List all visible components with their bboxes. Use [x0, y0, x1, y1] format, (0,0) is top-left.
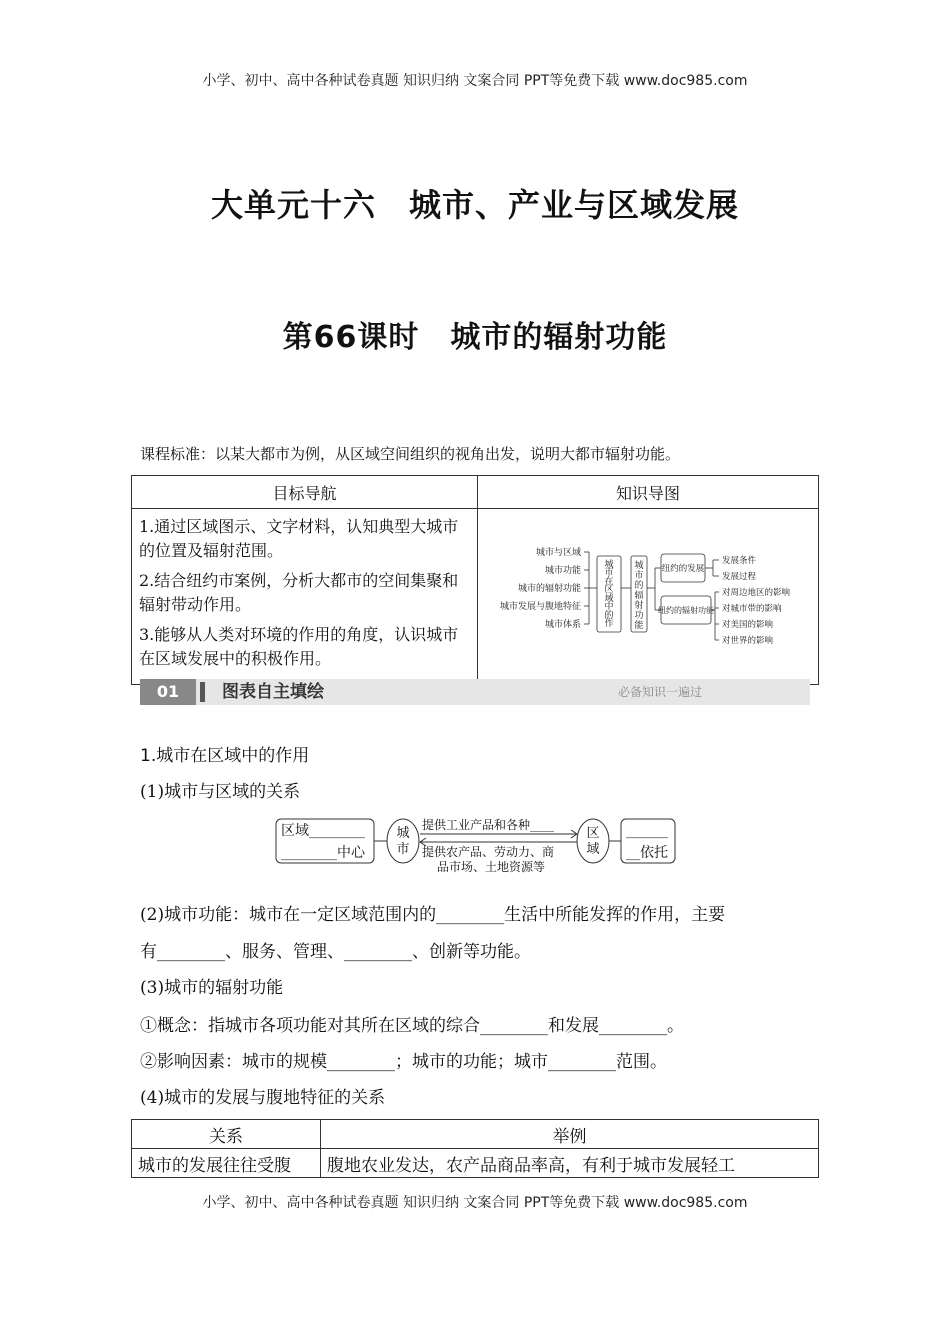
mm-box1-char: 中: [604, 601, 614, 612]
diagram-right-top: ______: [626, 823, 668, 839]
section-bar: [140, 679, 810, 705]
mm-case1: 纽约的发展: [661, 563, 705, 574]
section-hint: 必备知识一遍过: [618, 685, 703, 699]
section-title: 图表自主填绘: [222, 682, 324, 702]
mm-box1-char: 区: [604, 584, 614, 595]
mm-right1: 发展条件: [722, 555, 757, 566]
mm-left: 城市发展与腹地特征: [499, 601, 581, 612]
mm-box1-char: 在: [604, 576, 614, 587]
mm-right2: 对城市带的影响: [722, 603, 782, 614]
city-region-diagram: [272, 813, 680, 875]
para-concept: ①概念：指城市各项功能对其所在区域的综合________和发展________。: [140, 1016, 684, 1036]
goals-header: 目标导航: [132, 476, 478, 509]
diagram-city-1: 城: [396, 826, 410, 841]
diagram-right-bottom: __依托: [626, 845, 668, 861]
section-number: 01: [140, 679, 196, 705]
mm-left: 城市体系: [544, 619, 581, 630]
para-factors: ②影响因素：城市的规模________；城市的功能；城市________范围。: [140, 1052, 667, 1072]
mm-box2-char: 城: [634, 560, 644, 571]
mm-left: 城市的辐射功能: [517, 583, 581, 594]
subheading-1-1: (1)城市与区域的关系: [140, 782, 301, 802]
relation-table: [131, 1119, 819, 1178]
rel-header-relation: 关系: [132, 1120, 321, 1149]
diagram-city-2: 市: [396, 842, 410, 857]
diagram-bottom-arrow-2: 品市场、土地资源等: [437, 860, 546, 874]
mm-box1-char: 城: [604, 559, 614, 570]
goals-cell: [132, 509, 478, 685]
mm-right1: 发展过程: [722, 571, 757, 582]
mm-box2-char: 射: [634, 600, 644, 611]
mindmap-header: 知识导图: [478, 476, 819, 509]
heading-1: 1.城市在区域中的作用: [140, 746, 310, 766]
subheading-1-3: (3)城市的辐射功能: [140, 978, 284, 998]
mm-right2: 对周边地区的影响: [722, 587, 791, 598]
mm-case2: 纽约的辐射功能: [658, 605, 714, 615]
mm-left: 城市与区域: [535, 547, 581, 558]
lesson-title: 第66课时 城市的辐射功能: [282, 320, 668, 355]
rel-cell: 城市的发展往往受腹: [132, 1149, 321, 1178]
goal-item: 2.结合纽约市案例，分析大都市的空间集聚和辐射带动作用。: [139, 571, 459, 614]
mm-box1-char: 域: [604, 593, 614, 604]
diagram-bottom-arrow-1: 提供农产品、劳动力、商: [422, 845, 555, 859]
page-footer: 小学、初中、高中各种试卷真题 知识归纳 文案合同 PPT等免费下载 www.doc985.com: [202, 1195, 748, 1211]
page-header: 小学、初中、高中各种试卷真题 知识归纳 文案合同 PPT等免费下载 www.doc985.com: [202, 73, 748, 89]
para-city-function-1: (2)城市功能：城市在一定区域范围内的________生活中所能发挥的作用，主要: [140, 905, 726, 925]
mm-box2-char: 辐: [634, 590, 644, 601]
mm-box2-char: 功: [634, 610, 644, 621]
mm-left: 城市功能: [544, 565, 581, 576]
diagram-region-2: 域: [586, 842, 600, 857]
mm-box1-char: 的: [604, 610, 614, 621]
mm-box2-char: 的: [634, 580, 644, 591]
mm-right2: 对世界的影响: [722, 635, 774, 646]
course-standard: 课程标准：以某大都市为例，从区域空间组织的视角出发，说明大都市辐射功能。: [140, 445, 681, 463]
mm-box1-char: 市: [604, 567, 614, 578]
subheading-1-4: (4)城市的发展与腹地特征的关系: [140, 1088, 386, 1108]
mm-box1-char: 作: [604, 618, 614, 629]
rel-header-example: 举例: [321, 1120, 819, 1149]
goal-item: 1.通过区域图示、文字材料，认知典型大城市的位置及辐射范围。: [139, 517, 459, 560]
mm-box2-char: 能: [634, 620, 644, 631]
unit-title: 大单元十六 城市、产业与区域发展: [210, 186, 739, 224]
goal-item: 3.能够从人类对环境的作用的角度，认识城市在区域发展中的积极作用。: [139, 625, 459, 668]
section-divider: [200, 682, 205, 702]
para-city-function-2: 有________、服务、管理、________、创新等功能。: [140, 942, 531, 962]
diagram-left-bottom: ________中心: [281, 845, 365, 861]
mm-box2-char: 市: [634, 570, 644, 581]
diagram-top-arrow: 提供工业产品和各种____: [422, 818, 555, 832]
mindmap-cell: [478, 509, 819, 685]
knowledge-mindmap: [479, 512, 817, 682]
rel-cell: 腹地农业发达，农产品商品率高，有利于城市发展轻工: [321, 1149, 819, 1178]
diagram-left-top: 区域________: [281, 823, 365, 839]
objectives-table: [131, 475, 819, 685]
mm-right2: 对美国的影响: [722, 619, 774, 630]
diagram-region-1: 区: [586, 826, 600, 841]
